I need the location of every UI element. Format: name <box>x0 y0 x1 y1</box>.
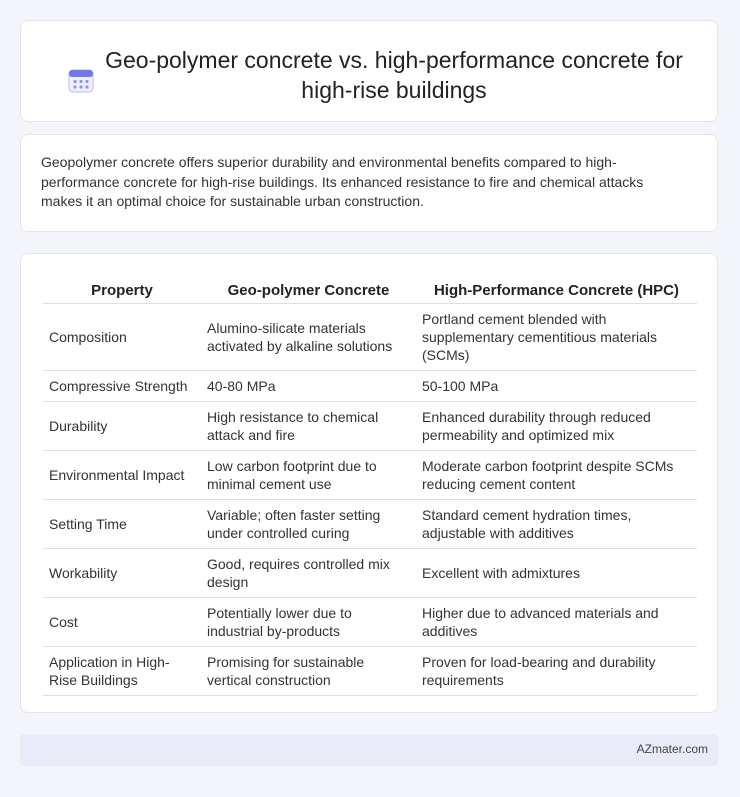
table-cell: Portland cement blended with supplementary cementitious materials (SCMs) <box>416 304 697 371</box>
table-cell: Good, requires controlled mix design <box>201 549 416 598</box>
comparison-table-card <box>20 253 718 713</box>
footer <box>20 734 718 766</box>
table-cell: Durability <box>43 402 201 451</box>
footer-brand: AZmater.com <box>636 742 708 756</box>
summary-card <box>20 134 718 232</box>
table-cell: Application in High-Rise Buildings <box>43 647 201 696</box>
table-cell: Potentially lower due to industrial by-products <box>201 598 416 647</box>
table-row <box>43 549 697 598</box>
table-cell: Composition <box>43 304 201 371</box>
table-cell: 40-80 MPa <box>201 371 416 402</box>
table-cell: Moderate carbon footprint despite SCMs reducing cement content <box>416 451 697 500</box>
table-row <box>43 647 697 696</box>
table-cell: Alumino-silicate materials activated by alkaline solutions <box>201 304 416 371</box>
table-cell: Cost <box>43 598 201 647</box>
summary-text: Geopolymer concrete offers superior durability and environmental benefits compared to high-performance concrete for high-rise buildings. Its enhanced resistance to fire and chemical attacks makes it an optimal choice for sustainable urban construction. <box>41 154 644 209</box>
table-row <box>43 451 697 500</box>
table-cell: 50-100 MPa <box>416 371 697 402</box>
table-cell: Environmental Impact <box>43 451 201 500</box>
table-cell: Higher due to advanced materials and additives <box>416 598 697 647</box>
table-cell: Compressive Strength <box>43 371 201 402</box>
table-cell: Setting Time <box>43 500 201 549</box>
title-card <box>20 20 718 122</box>
table-cell: Promising for sustainable vertical construction <box>201 647 416 696</box>
table-cell: Standard cement hydration times, adjustable with additives <box>416 500 697 549</box>
table-cell: Low carbon footprint due to minimal cement use <box>201 451 416 500</box>
table-row <box>43 371 697 402</box>
page-title: Geo-polymer concrete vs. high-performance concrete for high-rise buildings <box>105 47 683 103</box>
table-cell: Enhanced durability through reduced permeability and optimized mix <box>416 402 697 451</box>
table-cell: Workability <box>43 549 201 598</box>
table-header-row <box>43 274 697 304</box>
column-header: Geo-polymer Concrete <box>201 274 416 304</box>
comparison-table <box>43 274 697 696</box>
column-header: Property <box>43 274 201 304</box>
table-row <box>43 500 697 549</box>
table-cell: High resistance to chemical attack and fire <box>201 402 416 451</box>
column-header: High-Performance Concrete (HPC) <box>416 274 697 304</box>
table-row <box>43 304 697 371</box>
table-cell: Excellent with admixtures <box>416 549 697 598</box>
table-row <box>43 598 697 647</box>
table-cell: Proven for load-bearing and durability requirements <box>416 647 697 696</box>
table-row <box>43 402 697 451</box>
table-cell: Variable; often faster setting under controlled curing <box>201 500 416 549</box>
